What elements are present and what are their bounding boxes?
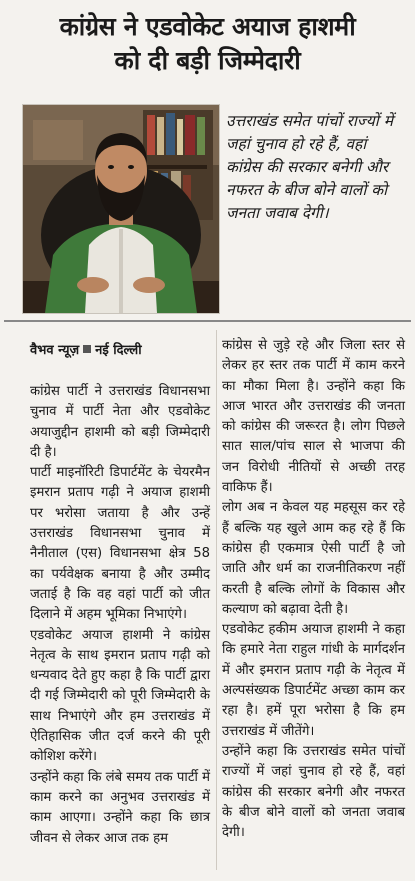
paragraph: कांग्रेस पार्टी ने उत्तराखंड विधानसभा चुनाव में पार्टी नेता और एडवोकेट अयाजुद्दीन हाशमी को बड़ी जिम्मेदारी दी है। [30, 384, 210, 460]
article-left-column [30, 382, 210, 849]
paragraph: उन्होंने कहा कि उत्तराखंड समेत पांचों राज्यों में जहां चुनाव हो रहे हैं, वहां कांग्रेस की सरकार बनेगी और नफरत के बीज बोने वालों को जनता जवाब देगी। [222, 743, 405, 841]
byline [30, 340, 142, 358]
byline-place: नई दिल्ली [95, 343, 142, 358]
paragraph: लोग अब न केवल यह महसूस कर रहे हैं बल्कि यह खुले आम कह रहे हैं कि कांग्रेस ही एकमात्र ऐसी पार्टी है जो जाति और धर्म का राजनीतिकरण नहीं करती है बल्कि लोगों के विकास और कल्याण को बढ़ावा देती है। [222, 500, 405, 617]
paragraph: एडवोकेट अयाज हाशमी ने कांग्रेस नेतृत्व के साथ इमरान प्रताप गढ़ी को धन्यवाद देते हुए कहा है कि पार्टी द्वारा दी गई जिम्मेदारी को पूरी जिम्मेदारी के साथ निभाएंगे और हम उत्तराखंड में ऐतिहासिक जीत दर्ज करने की पूरी कोशिश करेंगे। [30, 627, 210, 765]
section-divider [4, 320, 411, 322]
paragraph: कांग्रेस से जुड़े रहे और जिला स्तर से लेकर हर स्तर तक पार्टी में काम करने का मौका मिला है। उन्होंने कहा कि आज भारत और उत्तराखंड की जनता को कांग्रेस की जरूरत है। लोग पिछले सात साल/पांच साल से भाजपा की जन विरोधी नीतियों से अच्छी तरह वाकिफ हैं। [222, 338, 405, 496]
paragraph: एडवोकेट हकीम अयाज हाशमी ने कहा कि हमारे नेता राहुल गांधी के मार्गदर्शन में और इमरान प्रताप गढ़ी के नेतृत्व में अल्पसंख्यक डिपार्टमेंट अच्छा काम कर रहा है। हमें पूरा भरोसा है कि हम उत्तराखंड में जीतेंगे। [222, 622, 405, 739]
pull-quote: उत्तराखंड समेत पांचों राज्यों में जहां चुनाव हो रहे हैं, वहां कांग्रेस की सरकार बनेगी और नफरत के बीज बोने वालों को जनता जवाब देगी। [226, 112, 393, 222]
column-divider [216, 330, 217, 870]
headline-line-2: को दी बड़ी जिम्मेदारी [114, 46, 301, 75]
portrait-photo [22, 104, 220, 314]
paragraph: उन्होंने कहा कि लंबे समय तक पार्टी में काम करने का अनुभव उत्तराखंड में काम आएगा। उन्होंने कहा कि छात्र जीवन से लेकर आज तक हम [30, 769, 210, 846]
portrait-illustration [23, 105, 219, 313]
headline-line-1: कांग्रेस ने एडवोकेट अयाज हाशमी [59, 12, 356, 41]
article-right-column [222, 336, 405, 843]
headline [8, 10, 407, 78]
paragraph: पार्टी माइनॉरिटी डिपार्टमेंट के चेयरमैन इमरान प्रताप गढ़ी ने अयाज हाशमी पर भरोसा जताया है और उन्हें उत्तराखंड विधानसभा चुनाव में नैनीताल (एस) विधानसभा क्षेत्र 58 का पर्यवेक्षक बनाया है और उम्मीद जताई है कि वह वहां पार्टी को जीत दिलाने में अहम भूमिका निभाएंगे। [30, 465, 210, 623]
square-bullet-icon [83, 345, 91, 353]
byline-source: वैभव न्यूज़ [30, 343, 80, 358]
